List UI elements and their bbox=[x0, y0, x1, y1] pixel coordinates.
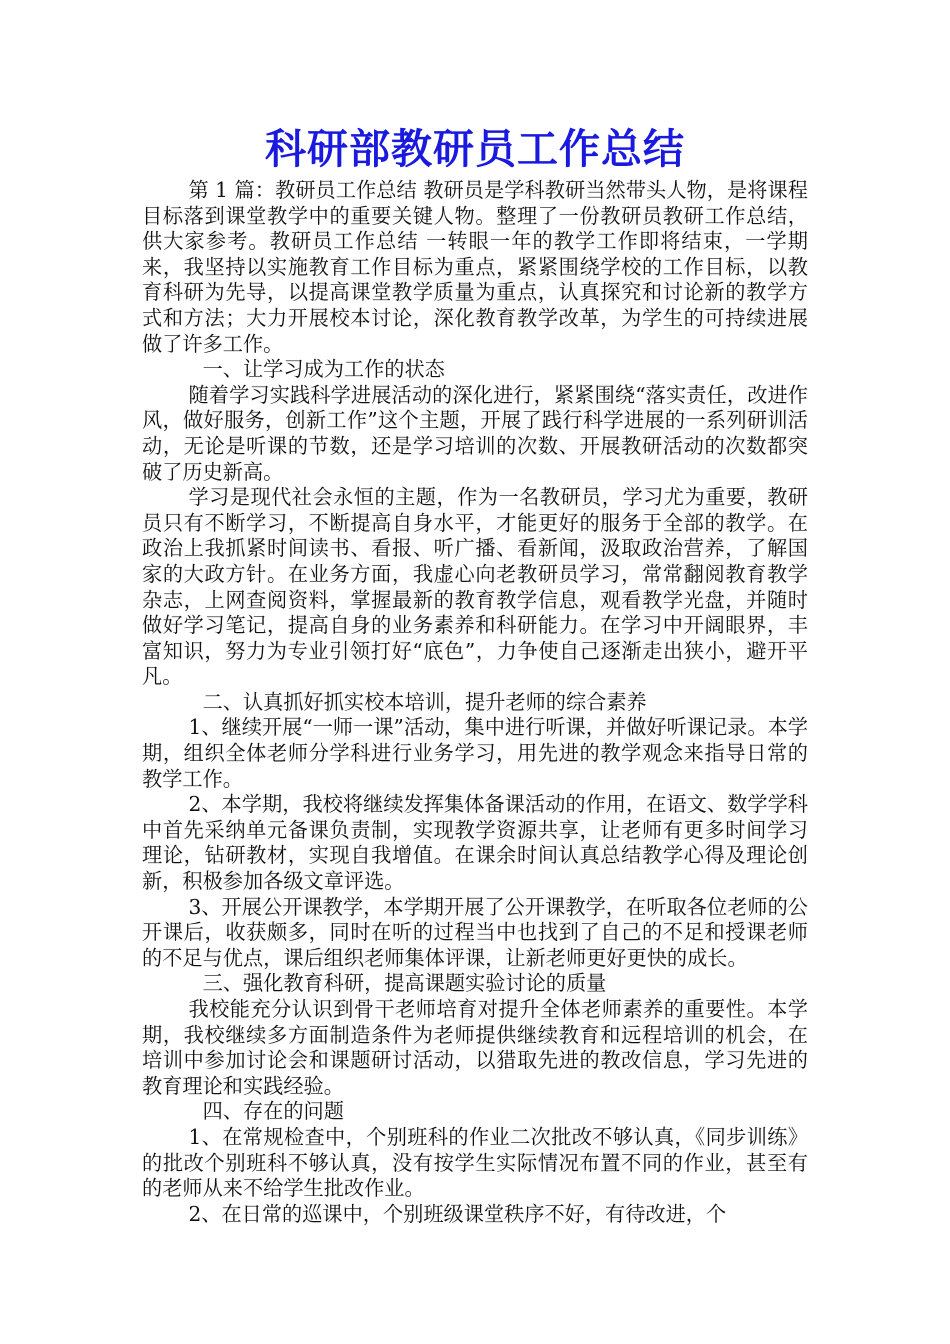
section-heading-2: 二、认真抓好抓实校本培训，提升老师的综合素养 bbox=[202, 689, 647, 714]
paragraph-3a: 我校能充分认识到骨干老师培育对提升全体老师素养的重要性。本学期，我校继续多方面制造条件为老师提供继续教育和远程培训的机会，在培训中参加讨论会和课题研讨活动，以猎取先进的教改信息，学习先进的教育理论和实践经验。 bbox=[142, 997, 808, 1098]
paragraph-4b: 2、在日常的巡课中，个别班级课堂秩序不好，有待改进，个 bbox=[188, 1201, 727, 1226]
paragraph-2b: 2、本学期，我校将继续发挥集体备课活动的作用，在语文、数学学科中首先采纳单元备课负责制，实现教学资源共享，让老师有更多时间学习理论，钻研教材，实现自我增值。在课余时间认真总结教学心得及理论创新，积极参加各级文章评选。 bbox=[142, 792, 808, 894]
document-page bbox=[142, 122, 808, 1227]
section-heading-4: 四、存在的问题 bbox=[202, 1099, 344, 1124]
paragraph-intro: 第 1 篇：教研员工作总结 教研员是学科教研当然带头人物，是将课程目标落到课堂教学中的重要关键人物。整理了一份教研员教研工作总结，供大家参考。教研员工作总结 一转眼一年的教学工作即将结束，一学期来，我坚持以实施教育工作目标为重点，紧紧围绕学校的工作目标，以教育科研为先导，以提高课堂教学质量为重点，认真探究和讨论新的教学方式和方法；大力开展校本讨论，深化教育教学改革，为学生的可持续进展做了许多工作。 bbox=[142, 178, 808, 356]
paragraph-1b: 学习是现代社会永恒的主题，作为一名教研员，学习尤为重要，教研员只有不断学习，不断提高自身水平，才能更好的服务于全部的教学。在政治上我抓紧时间读书、看报、听广播、看新闻，汲取政治营养，了解国家的大政方针。在业务方面，我虚心向老教研员学习，常常翻阅教育教学杂志，上网查阅资料，掌握最新的教育教学信息，观看教学光盘，并随时做好学习笔记，提高自身的业务素养和科研能力。在学习中开阔眼界，丰富知识，努力为专业引领打好“底色”，力争使自己逐渐走出狭小，避开平凡。 bbox=[142, 485, 808, 689]
paragraph-1a: 随着学习实践科学进展活动的深化进行，紧紧围绕“落实责任，改进作风，做好服务，创新工作”这个主题，开展了践行科学进展的一系列研训活动，无论是听课的节数，还是学习培训的次数、开展教研活动的次数都突破了历史新高。 bbox=[142, 382, 808, 484]
section-heading-3: 三、强化教育科研，提高课题实验讨论的质量 bbox=[202, 971, 607, 996]
paragraph-2a: 1、继续开展“一师一课”活动，集中进行听课，并做好听课记录。本学期，组织全体老师分学科进行业务学习，用先进的教学观念来指导日常的教学工作。 bbox=[142, 715, 808, 791]
paragraph-4a: 1、在常规检查中，个别班科的作业二次批改不够认真，《同步训练》的批改个别班科不够认真，没有按学生实际情况布置不同的作业，甚至有的老师从来不给学生批改作业。 bbox=[142, 1124, 808, 1201]
paragraph-2c: 3、开展公开课教学，本学期开展了公开课教学，在听取各位老师的公开课后，收获颇多，同时在听的过程当中也找到了自己的不足和授课老师的不足与优点，课后组织老师集体评课，让新老师更好更快的成长。 bbox=[142, 894, 808, 970]
document-title: 科研部教研员工作总结 bbox=[265, 125, 685, 173]
section-heading-1: 一、让学习成为工作的状态 bbox=[202, 357, 445, 382]
